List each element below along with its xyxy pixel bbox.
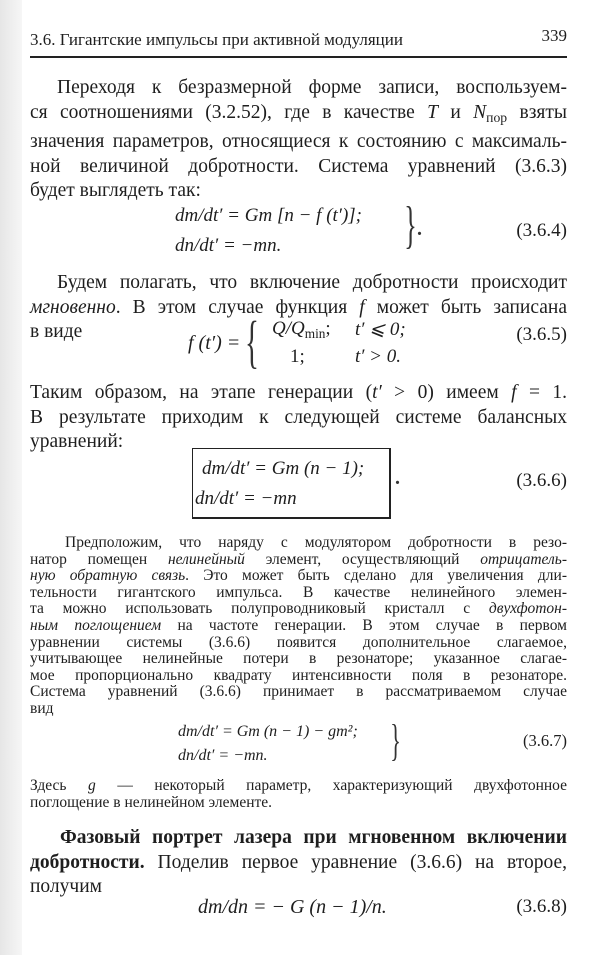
right-brace-icon: } xyxy=(404,197,417,254)
italic-text: t′ xyxy=(372,382,382,403)
equation-row: dn/dt′ = −mn. xyxy=(175,235,282,256)
text-segment: и xyxy=(437,101,474,123)
right-brace-icon: } xyxy=(390,716,401,765)
text-line xyxy=(30,296,567,321)
text-segment: > 0) имеем xyxy=(381,382,512,403)
text-line xyxy=(30,851,567,876)
bold-text: Фазовый портрет лазера при мгновенном включении xyxy=(60,827,567,848)
equation-row: dn/dt′ = −mn xyxy=(195,488,297,509)
equation-number: (3.6.7) xyxy=(523,731,567,750)
text-segment: Система уравнений (3.6.6) принимает в рассматриваемом случае xyxy=(30,683,567,701)
page-number: 339 xyxy=(541,26,567,45)
equation-row: dm/dt′ = Gm (n − 1) − gm²; xyxy=(178,723,358,740)
text-line xyxy=(30,635,567,652)
text-line xyxy=(30,826,567,851)
case-1-fraction: Q/Q xyxy=(272,318,305,339)
text-segment: Переходя к безразмерной форме записи, воспользуем- xyxy=(57,77,567,98)
case-2-value: 1; xyxy=(290,346,305,367)
text-segment: будет выглядеть так: xyxy=(30,180,201,202)
text-segment: взяты xyxy=(507,101,567,123)
case-1-condition: t′ ⩽ 0; xyxy=(355,319,406,340)
text-segment: уравнений: xyxy=(30,431,124,452)
case-1-semicolon: ; xyxy=(325,318,331,339)
text-segment: поглощение в нелинейном элементе. xyxy=(30,793,273,811)
text-segment: . В этом случае функция xyxy=(115,296,360,318)
text-line xyxy=(30,795,567,812)
text-segment: . Это может быть сделано для увеличения дли- xyxy=(185,567,567,585)
equation-row: dm/dt′ = Gm [n − f (t′)]; xyxy=(175,205,363,226)
text-line xyxy=(30,179,567,204)
text-line xyxy=(30,406,567,431)
text-segment: Предположим, что наряду с модулятором добротности в резо- xyxy=(65,534,567,551)
italic-text: g xyxy=(88,777,96,794)
paragraph-3 xyxy=(30,381,567,455)
running-header xyxy=(30,26,567,50)
paragraph-phase-portrait xyxy=(30,826,567,900)
equation-number: (3.6.4) xyxy=(516,220,567,241)
text-segment: мое пропорционально квадрату интенсивности поля в резонаторе. xyxy=(30,666,567,684)
text-line xyxy=(30,101,567,131)
text-segment: Будем полагать, что включение добротности происходит xyxy=(57,272,567,293)
text-segment: Таким образом, на этапе генерации ( xyxy=(30,382,373,403)
text-line xyxy=(30,271,567,296)
text-line xyxy=(30,381,567,406)
text-segment: тельности гигантского импульса. В качестве нелинейного элемен- xyxy=(30,583,567,601)
text-line xyxy=(30,585,567,602)
bold-text: добротности. xyxy=(30,851,145,873)
case-2-condition: t′ > 0. xyxy=(355,346,402,367)
italic-text: отрицатель- xyxy=(480,550,567,568)
text-segment: на частоте генерации. В этом случае в первом xyxy=(161,616,567,634)
section-title: 3.6. Гигантские импульсы при активной модуляции xyxy=(30,30,403,49)
equation-number: (3.6.6) xyxy=(516,470,567,491)
period-mark: . xyxy=(395,467,400,489)
text-segment: Поделив первое уравнение (3.6.6) на второе, xyxy=(144,851,567,873)
text-line xyxy=(30,618,567,635)
text-line xyxy=(30,668,567,685)
text-segment: — некоторый параметр, характеризующий двухфотонное xyxy=(95,777,567,794)
case-1-value xyxy=(272,318,331,342)
text-line xyxy=(30,778,567,795)
italic-text: ным поглощением xyxy=(30,616,162,634)
period-mark: . xyxy=(417,218,422,240)
text-segment: может быть записана xyxy=(364,296,568,318)
italic-text: ную обратную связь xyxy=(30,567,186,585)
italic-text: f xyxy=(359,296,365,318)
equation-row: dn/dt′ = −mn. xyxy=(178,747,268,764)
text-segment: та можно использовать полупроводниковый кристалл с xyxy=(30,600,489,618)
text-segment: = 1. xyxy=(516,382,567,403)
italic-text: нелинейный xyxy=(167,550,245,568)
text-segment: уравнении системы (3.6.6) появится дополнительное слагаемое, xyxy=(30,633,567,651)
text-line xyxy=(30,651,567,668)
text-line xyxy=(30,701,567,718)
italic-text: мгновенно xyxy=(30,296,116,318)
italic-text: T xyxy=(427,101,438,123)
equation-row: dm/dt′ = Gm (n − 1); xyxy=(202,458,365,479)
text-segment: учитывающее нелинейные потери в резонаторе; указанное слагае- xyxy=(30,650,567,668)
italic-text: N xyxy=(473,101,487,123)
header-rule xyxy=(30,56,567,58)
text-line xyxy=(30,568,567,585)
text-segment: в виде xyxy=(30,321,83,342)
text-segment: элемент, осуществляющий xyxy=(244,550,481,568)
equation-row: dm/dn = − G (n − 1)/n. xyxy=(198,896,387,918)
case-1-subscript: min xyxy=(304,325,326,341)
text-segment: получим xyxy=(30,876,102,897)
text-line xyxy=(30,684,567,701)
text-line xyxy=(30,155,567,180)
text-segment: вид xyxy=(30,699,54,717)
text-line xyxy=(30,76,567,101)
equation-number: (3.6.5) xyxy=(516,324,567,345)
subscript-text: пор xyxy=(486,109,508,125)
text-segment: В результате приходим к следующей системе балансных xyxy=(30,406,567,428)
paragraph-1 xyxy=(30,76,567,204)
text-segment: ся соотношениями (3.2.52), где в качестве xyxy=(30,101,428,123)
text-line xyxy=(30,552,567,569)
equation-lhs: f (t′) = xyxy=(188,332,241,354)
paragraph-note xyxy=(30,778,567,811)
text-segment: значения параметров, относящиеся к состоянию с максималь- xyxy=(30,131,567,153)
text-line xyxy=(30,130,567,155)
text-segment: натор помещен xyxy=(30,550,168,568)
text-segment: ной величиной добротности. Система уравнений (3.6.3) xyxy=(30,155,567,177)
paragraph-small-print xyxy=(30,535,567,718)
text-line xyxy=(30,601,567,618)
text-line xyxy=(30,535,567,552)
italic-text: двухфотон- xyxy=(488,600,567,618)
scan-margin xyxy=(0,0,22,955)
italic-text: f xyxy=(511,382,517,403)
left-brace-icon: { xyxy=(244,309,259,374)
equation-number: (3.6.8) xyxy=(516,896,567,917)
text-segment: Здесь xyxy=(30,777,89,794)
